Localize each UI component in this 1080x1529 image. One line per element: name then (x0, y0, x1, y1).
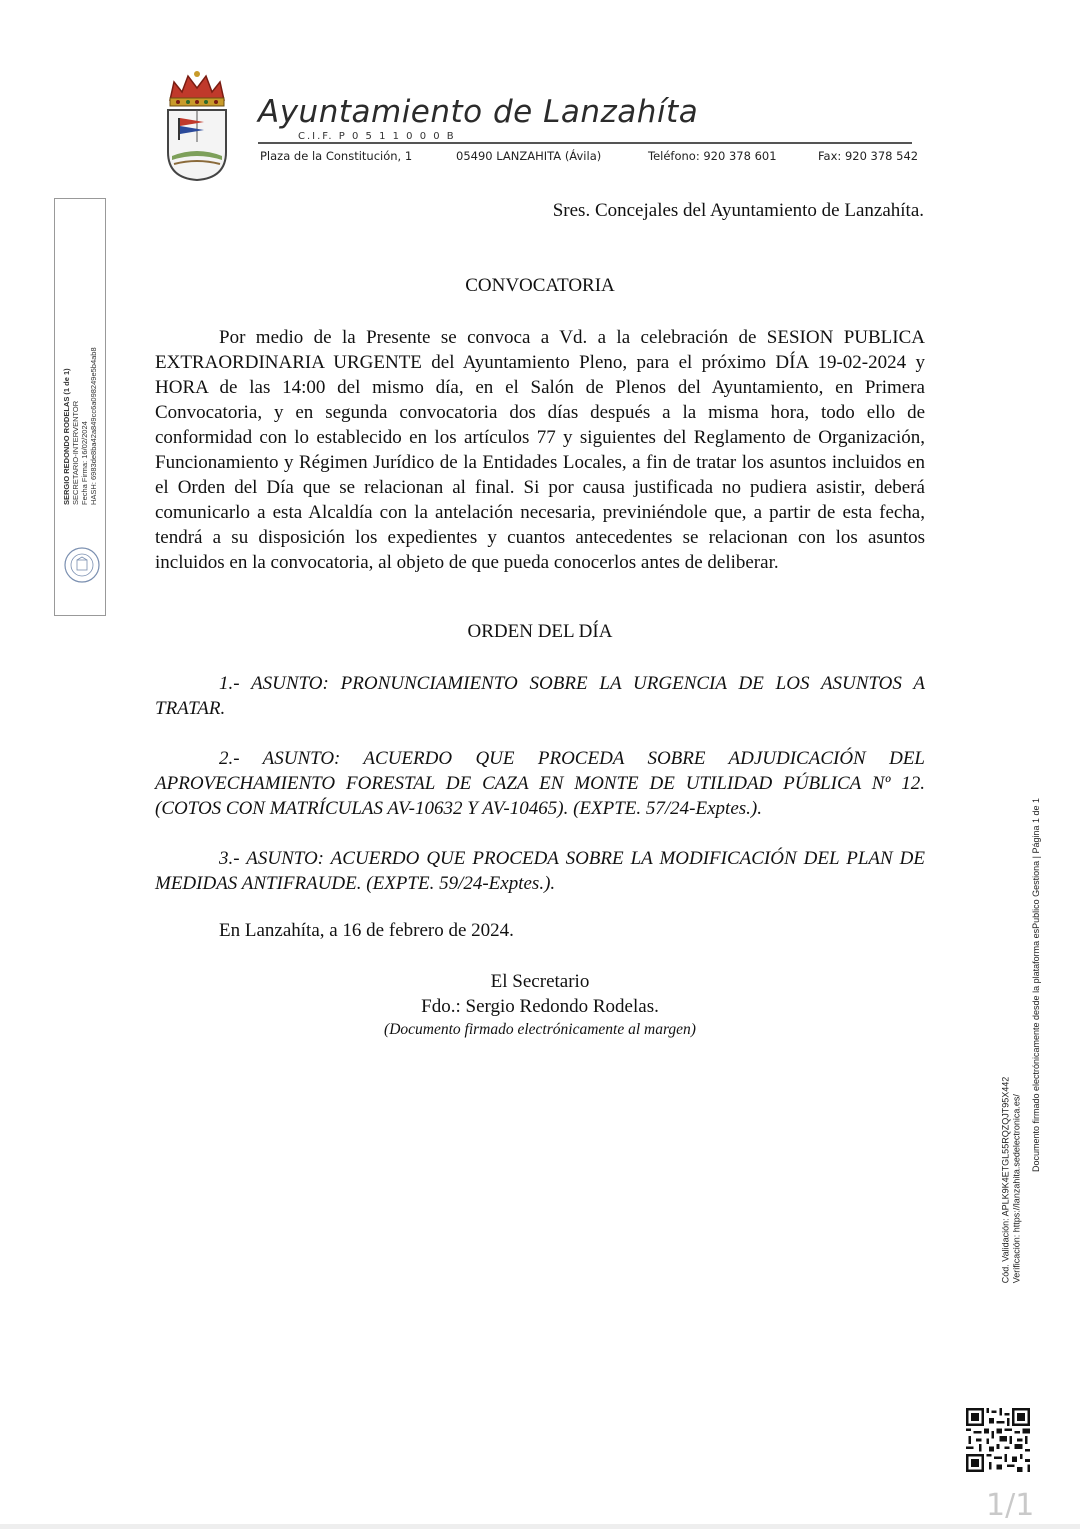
document-date: En Lanzahíta, a 16 de febrero de 2024. (219, 920, 514, 941)
body-paragraph (155, 325, 925, 575)
validation-code: Cód. Validación: APLK9K4ETGL55RQZQJT95X442 (1000, 1076, 1011, 1284)
page-counter: 1/1 (986, 1488, 1035, 1523)
body-text: Por medio de la Presente se convoca a Vd. a la celebración de SESION PUBLICA EXTRAORDINARIA URGENTE del Ayuntamiento Pleno, para el próximo DÍA 19-02-2024 y HORA de las 14:00 del mismo día, en el Salón de Plenos del Ayuntamiento, en Primera Convocatoria, y en segunda convocatoria dos días después a la misma hora, todo ello de conformidad con lo establecido en los artículos 77 y siguientes del Reglamento de Organización, Funcionamiento y Régimen Jurídico de la Entidades Locales, a fin de tratar los asuntos incluidos en el Orden del Día que se relacionan al final. Si por causa justificada no pudiera asistir, deberá comunicarlo a esta Alcaldía con la antelación necesaria, previniéndole que, a partir de esta fecha, tendrá a su disposición los expedientes y cuantos antecedentes se relacionan con los asuntos incluidos en la convocatoria, al objeto de que pueda conocerlos antes de deliberar. (155, 327, 925, 573)
letterhead-postal: 05490 LANZAHITA (Ávila) (456, 149, 602, 163)
letterhead-fax: Fax: 920 378 542 (818, 149, 919, 163)
cif-number: C.I.F. P 0 5 1 1 0 0 0 B (298, 131, 456, 142)
signature-details (62, 315, 98, 505)
platform-info: Documento firmado electrónicamente desde la plataforma esPublico Gestiona | Página 1 de 1 (1031, 797, 1041, 1173)
signature-date: Fecha Firma: 16/02/2024 (80, 421, 89, 505)
coat-of-arms-icon (164, 70, 230, 182)
agenda-title: ORDEN DEL DÍA (467, 621, 613, 642)
agenda-item-2 (155, 746, 925, 821)
signature-hash: HASH: 6983de8ba42a849cc6a098249e5b4ab8 (89, 347, 98, 505)
signer-name: Fdo.: Sergio Redondo Rodelas. (421, 996, 659, 1017)
agenda-item-text: 3.- ASUNTO: ACUERDO QUE PROCEDA SOBRE LA MODIFICACIÓN DEL PLAN DE MEDIDAS ANTIFRAUDE. (EXPTE. 59/24-Exptes.). (155, 848, 925, 894)
municipal-seal-icon (62, 545, 102, 585)
agenda-item-text: 1.- ASUNTO: PRONUNCIAMIENTO SOBRE LA URGENCIA DE LOS ASUNTOS A TRATAR. (155, 673, 925, 719)
verification-block (1000, 1077, 1032, 1283)
document-title: CONVOCATORIA (465, 275, 615, 296)
verification-url: Verificación: https://lanzahita.sedelectronica.es/ (1010, 1094, 1021, 1284)
letterhead-rule (258, 142, 912, 144)
organization-name: Ayuntamiento de Lanzahíta (258, 94, 699, 130)
qr-code-icon (966, 1408, 1030, 1472)
agenda-item-3 (155, 846, 925, 896)
agenda-item-1 (155, 671, 925, 721)
signer-role: SECRETARIO-INTERVENTOR (71, 400, 80, 505)
signer-line: SERGIO REDONDO RODELAS (1 de 1) (62, 368, 71, 505)
addressee: Sres. Concejales del Ayuntamiento de Lanzahíta. (552, 200, 924, 221)
signed-note: (Documento firmado electrónicamente al margen) (384, 1021, 696, 1038)
letterhead-address: Plaza de la Constitución, 1 (260, 149, 413, 163)
letterhead-phone: Teléfono: 920 378 601 (648, 149, 777, 163)
signer-role-line: El Secretario (490, 971, 590, 992)
viewer-bottom-bar (0, 1524, 1080, 1529)
agenda-item-text: 2.- ASUNTO: ACUERDO QUE PROCEDA SOBRE ADJUDICACIÓN DEL APROVECHAMIENTO FORESTAL DE CAZA EN MONTE DE UTILIDAD PÚBLICA Nº 12. (COTOS CON MATRÍCULAS AV-10632 Y AV-10465). (EXPTE. 57/24-Exptes.). (155, 748, 925, 819)
